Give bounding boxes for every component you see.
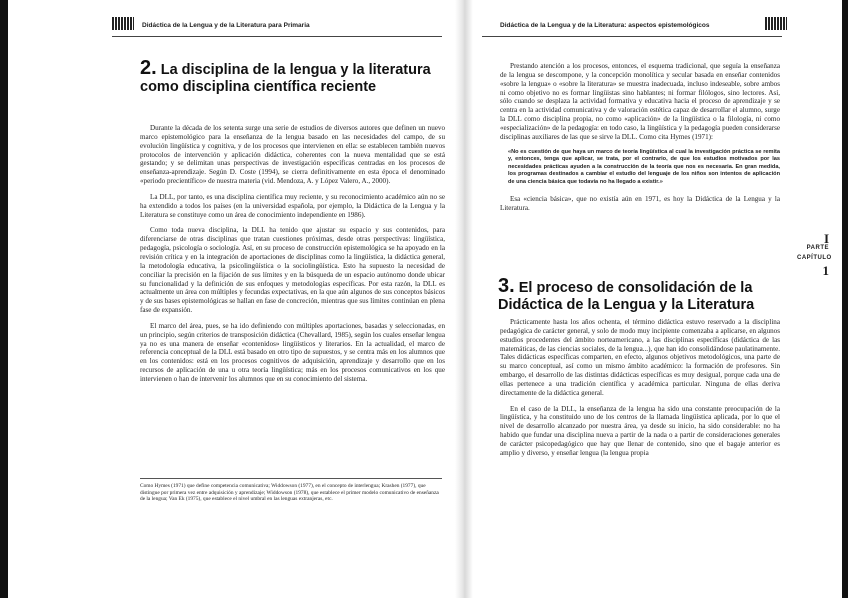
header-rule [482, 36, 782, 37]
header-rule [112, 36, 442, 37]
left-page [112, 0, 447, 598]
paragraph: Como toda nueva disciplina, la DLL ha tenido que ajustar su espacio y sus contenidos, para diferenciarse de otras disciplinas que tratan cuestiones próximas, desde otras perspectivas: lingüística, pedagogía, psicología o sociología. Así, en su proceso de construcción epistemológica se ha apoyado en la revisión crítica y en la integración de aportaciones de disciplinas como la lingüística, la didáctica general, la metodología educativa, la psicolingüística o la sociolingüística. Esto ha supuesto la necesidad de conciliar la precisión en la fijación de sus límites y en la búsqueda de un espacio autónomo donde ubicar su funcionalidad y la definición de sus enfoques y metodologías específicas. Por esta razón, la DLL es actualmente un área con múltiples y fecundas expectativas, en la que aún algunos de sus conceptos básicos y de sus bases epistemológicas se hallan en fase de concreción, mientras que sus límites continúan en plena fase de expansión. [140, 226, 445, 315]
publisher-logo-icon [765, 17, 787, 30]
paragraph: Prestando atención a los procesos, entonces, el esquema tradicional, que seguía la enseñanza de la lengua se descompone, y la concepción monolítica y secular basada en enseñar contenidos «sobre la lengua» o «sobre la literatura» se muestra inadecuada, incluso indeseable, sobre ambos ni como objetivo no es formar lingüistas sino hablantes; ni formar filólogos, sino lectores. Así, sólo cuando se desplaza la actividad formativa y educativa hacia el proceso de aprendizaje y se centra en la actividad comunicativa y de valoración estética capaz de desarrollar el alumno, surge la DLL como disciplina propia, no como «aplicación» de la lingüística o la filología, ni como «especialización» de la pedagogía: en todo caso, la lingüística y la pedagogía pueden considerarse disciplinas auxiliares de las que se sirve la DLL. Como cita Hymes (1971): [500, 62, 780, 141]
section-heading [140, 57, 440, 96]
body-text-top [500, 62, 780, 220]
part-label: PARTE [806, 245, 829, 251]
right-page [482, 0, 782, 598]
paragraph: La DLL, por tanto, es una disciplina científica muy reciente, y su reconocimiento académico aún no se ha extendido a todos los países (en la universidad española, por ejemplo, la Didáctica de la Lengua y la Literatura se constituye como un área de conocimiento independiente en 1986). [140, 192, 445, 219]
section-number: 3. [498, 275, 515, 297]
paragraph: Durante la década de los setenta surge una serie de estudios de diversos autores que definen un nuevo marco epistemológico para la enseñanza de la lengua basado en las necesidades del campo, de su evolución lingüística y cognitiva, y de los procesos que intervienen en ella: se establecen también nuevos protocolos de intervención y aplicación didáctica, coherentes con la nueva mentalidad que se está gestando; y se delimitan unas perspectivas de investigación específicas centradas en los procesos de enseñanza-aprendizaje. Según D. Coste (1994), se cierra definitivamente en esta época el denominado «periodo precientífico» de nuestra materia (vid. Mendoza, A. y López Valero, A., 2000). [140, 124, 445, 186]
section-title: La disciplina de la lengua y la literatura como disciplina científica reciente [140, 62, 431, 95]
publisher-logo-icon [112, 17, 134, 30]
chapter-label: CAPÍTULO [797, 255, 832, 261]
book-gutter [455, 0, 473, 598]
paragraph: Prácticamente hasta los años ochenta, el término didáctica estuvo reservado a la disciplina pedagógica de carácter general, y solo de modo muy incipiente comenzaba a aplicarse, en algunos estudios procedentes del ámbito norteamericano, a las disciplinas específicas (didáctica de las matemáticas, de las ciencias sociales, de la lengua...), que han ido consolidándose paulatinamente. Tales didácticas específicas comparten, en efecto, algunos objetivos metodológicos, una parte de su marco conceptual, así como un mismo ámbito académico: la formación de profesores. Sin embargo, el desarrollo de las distintas didácticas específicas es muy desigual, porque cada una de ellas pertenece a una tradición científica y académica particular. Ninguna de ellas deriva directamente de la didáctica general. [500, 318, 780, 397]
right-page-edge [842, 0, 848, 598]
paragraph: El marco del área, pues, se ha ido definiendo con múltiples aportaciones, basadas y seleccionadas, en un principio, según criterios de transposición didáctica (Chevallard, 1985), según los cuales enseñar lengua ya no es una manera de enseñar «contenidos» lingüísticos y literarios. En la actualidad, el marco de referencia conceptual de la DLL está basado en otro tipo de supuestos, y se centra más en los alumnos que en los contenidos: está en los procesos cognitivos de adquisición, aprendizaje y desarrollo que en los recursos de aplicación de una u otra teoría lingüística; más en los procesos comunicativos en los que intervienen o han de intervenir los alumnos que en su conocimiento del sistema. [140, 321, 445, 383]
running-header: Didáctica de la Lengua y de la Literatura para Primaria [142, 22, 310, 29]
running-header: Didáctica de la Lengua y de la Literatura: aspectos epistemológicos [500, 22, 710, 29]
block-quote: «No es cuestión de que haya un marco de teoría lingüística al cual la investigación práctica se remita y, entonces, tenga que aplicar, se trata, por el contrario, de que los estudios motivados por las necesidades prácticas ayuden a la construcción de la teoría que nos es necesaria. En gran medida, los programas destinados a cambiar el estudio del lenguaje de los niños son intentos de aplicación de una ciencia básica que todavía no ha llegado a existir.» [508, 148, 780, 185]
part-number: I [823, 231, 829, 246]
body-text [140, 124, 445, 391]
paragraph: En el caso de la DLL, la enseñanza de la lengua ha sido una constante preocupación de la lingüística, y ha constituido uno de los centros de la llamada lingüística aplicada, por lo que el nivel de desarrollo alcanzado por nuestra área, ya desde su inicio, ha sido considerable: no ha habido que fundar una disciplina nueva a partir de la nada o a partir de consideraciones generales de carácter psicopedagógico que hay que llenar de contenido, sino que el bagaje anterior es amplio y diverso, y enseñar lengua (la lengua propia [500, 404, 780, 457]
footnote: Como Hymes (1971) que define competencia comunicativa; Widdowson (1977), en el concepto de interlengua; Krashen (1977), que distingue por primera vez entre adquisición y aprendizaje; Widdowson (1978), que establece el primer modelo comunicativo de enseñanza de la lengua; Van Ek (1975), que establece el nivel umbral en las lenguas extranjeras, etc. [140, 478, 442, 503]
chapter-number: 1 [822, 263, 829, 278]
section-heading [498, 275, 778, 314]
section-title: El proceso de consolidación de la Didáctica de la Lengua y la Literatura [498, 280, 755, 313]
paragraph: Esa «ciencia básica», que no existía aún en 1971, es hoy la Didáctica de la Lengua y la Literatura. [500, 195, 780, 212]
section-number: 2. [140, 57, 157, 79]
left-page-edge [0, 0, 8, 598]
body-text-bottom [500, 318, 780, 465]
